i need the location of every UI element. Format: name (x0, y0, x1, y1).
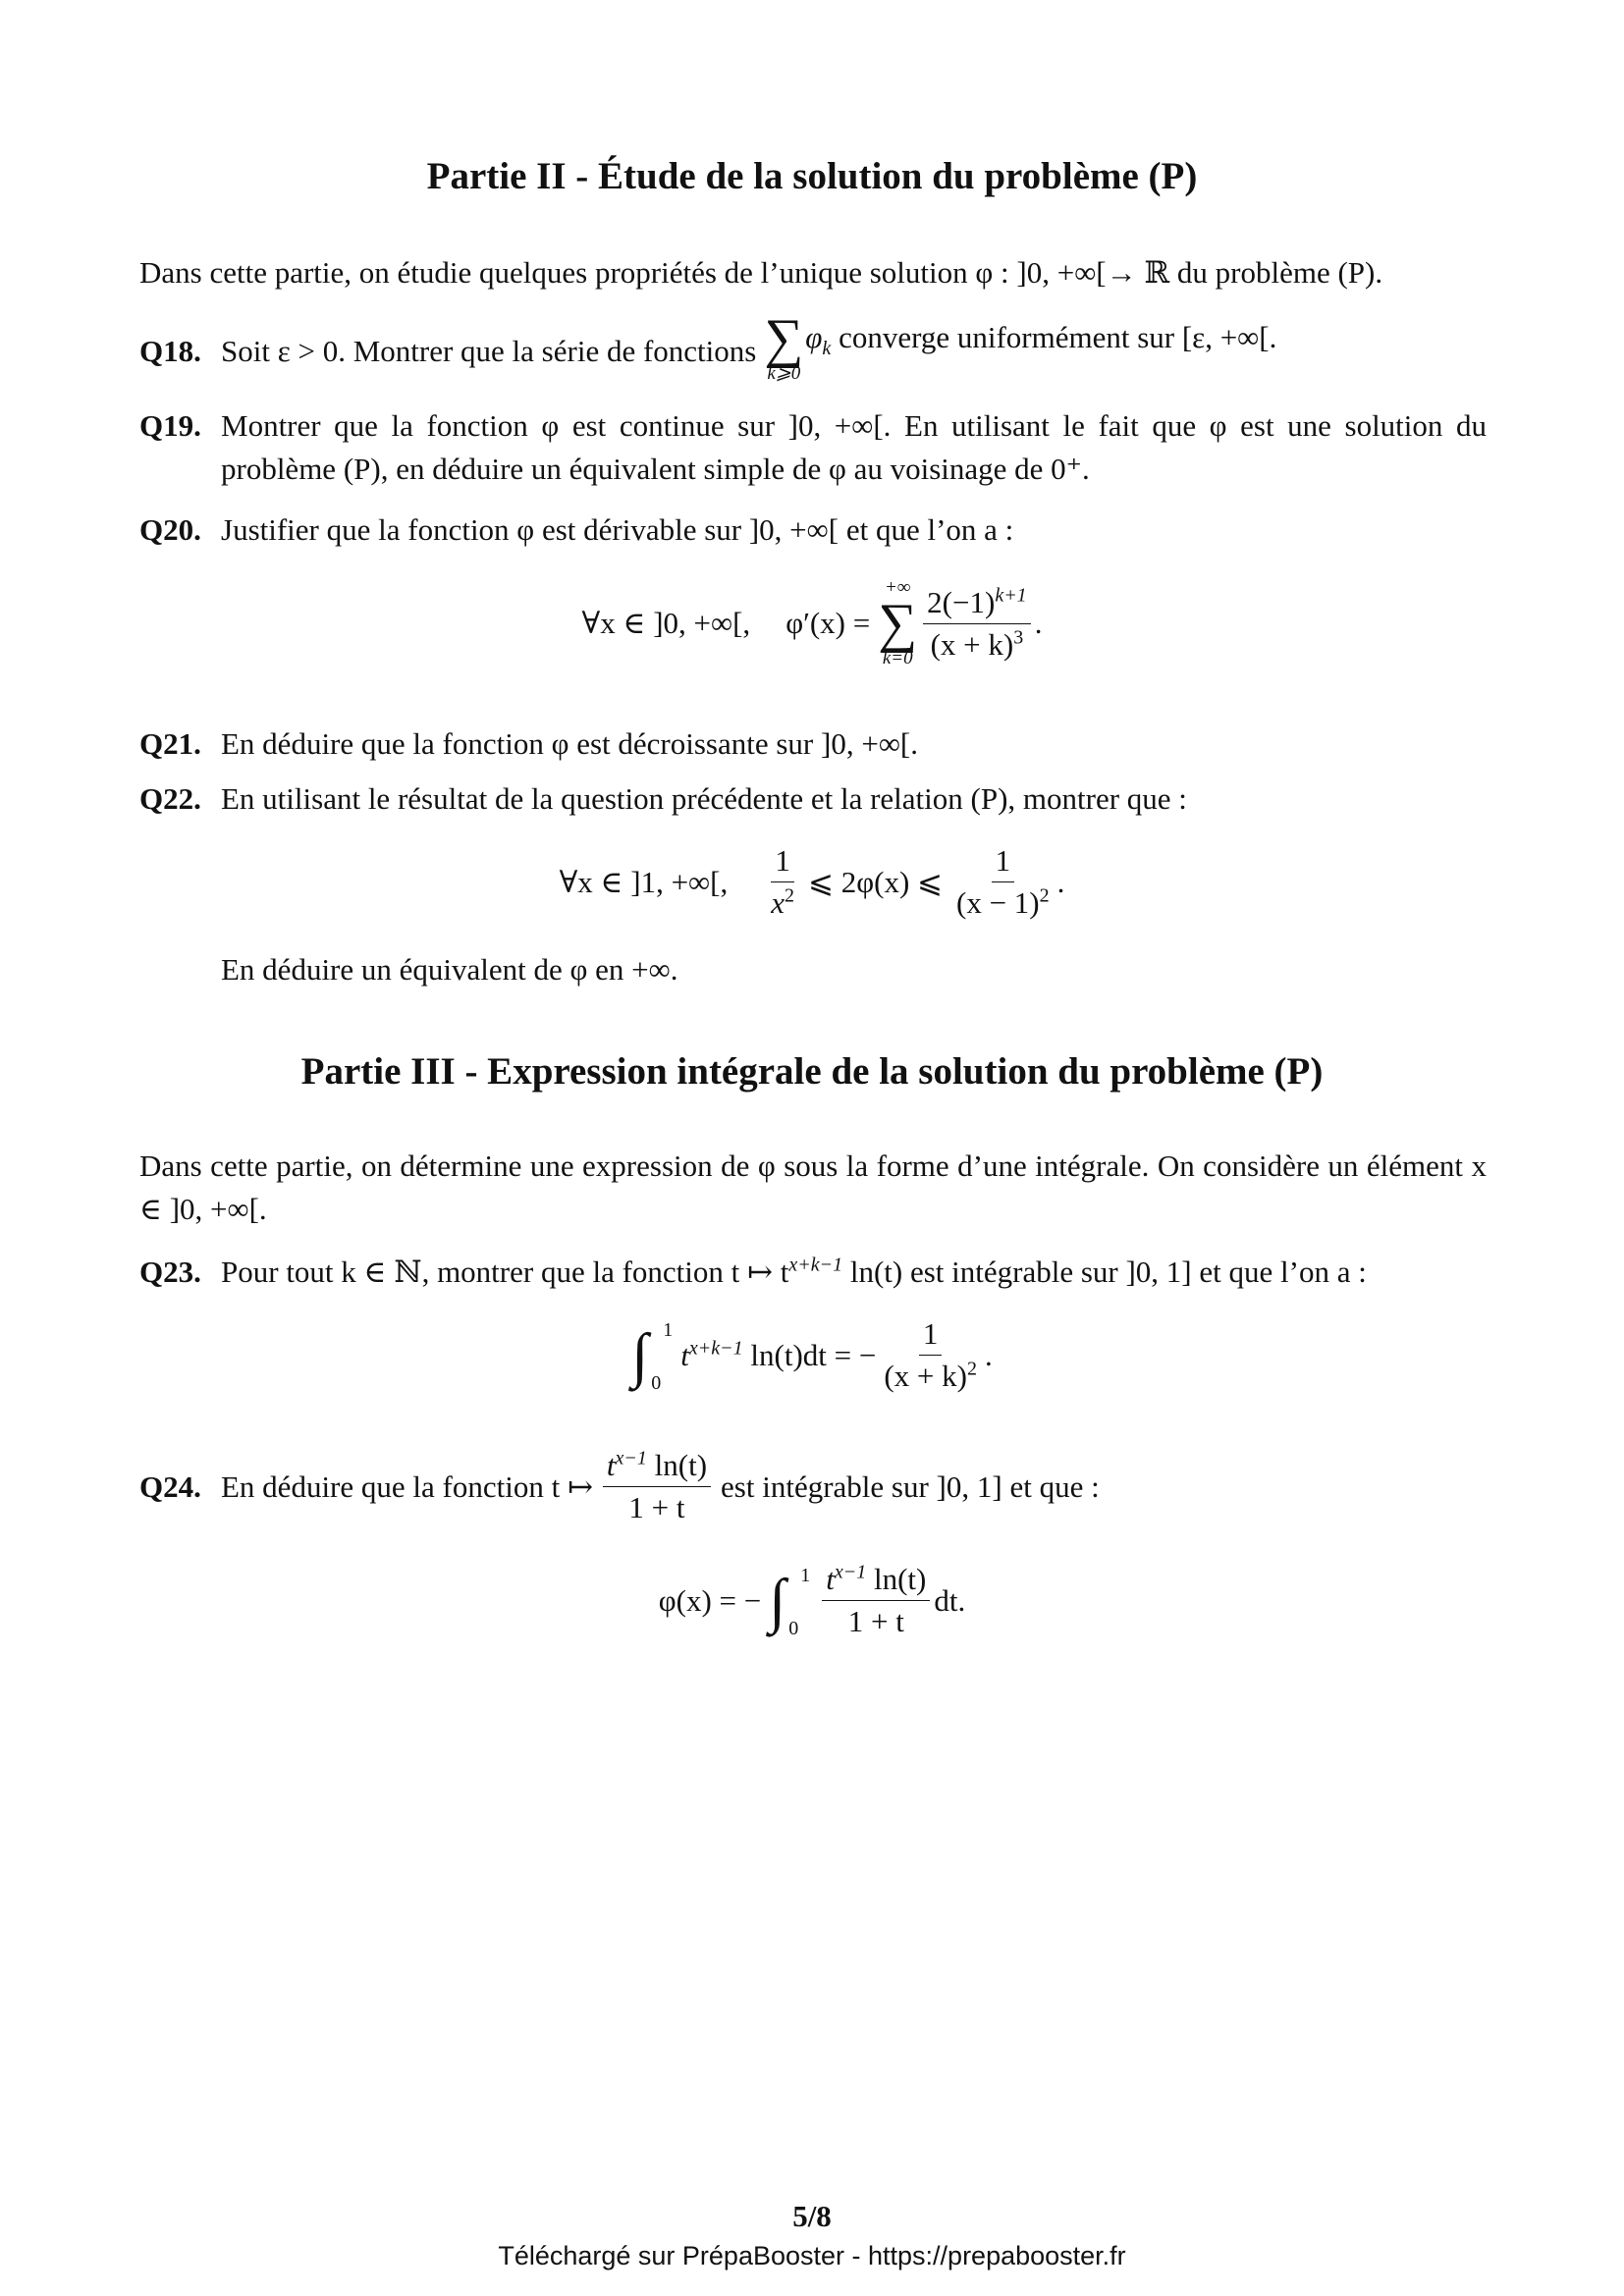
part3-intro: Dans cette partie, on détermine une expression de φ sous la forme d’une intégrale. On considère un élément x ∈ ]0, +∞[. (139, 1148, 1487, 1226)
fraction-right (952, 842, 1054, 922)
integrand-sup: x+k−1 (688, 1337, 743, 1360)
sum-lower: k=0 (882, 648, 913, 668)
question-text: Justifier que la fonction φ est dérivable sur ]0, +∞[ et que l’on a : (221, 512, 1014, 547)
sum-lower: k⩾0 (767, 363, 801, 384)
int-lower: 0 (651, 1371, 662, 1394)
question-text: En déduire que la fonction φ est décroissante sur ]0, +∞[. (221, 726, 918, 761)
eq-middle: ⩽ 2φ(x) ⩽ (808, 864, 943, 899)
equation-q24 (0, 1561, 1624, 1640)
frac-num-sup: x−1 (834, 1561, 867, 1583)
math-sup: x+k−1 (788, 1254, 843, 1276)
frac-num: 1 (771, 842, 794, 882)
question-text-end: converge uniformément sur [ε, +∞[. (831, 320, 1277, 354)
question-q24 (139, 1447, 1487, 1526)
math-sub: k (822, 338, 832, 360)
frac-num-sup: k+1 (995, 584, 1027, 607)
sigma-icon: ∑ (878, 593, 918, 654)
frac-den: 1 + t (847, 1604, 904, 1638)
eq-end: dt. (934, 1582, 966, 1618)
integrand: t (680, 1337, 689, 1372)
fraction (923, 584, 1031, 664)
eq-quantifier: ∀x ∈ ]0, +∞[, (581, 606, 751, 640)
frac-den-sup: 2 (785, 884, 794, 907)
sum-symbol (764, 308, 804, 385)
frac-num-rest: ln(t) (646, 1448, 708, 1482)
frac-den-sup: 2 (1039, 884, 1050, 907)
download-notice: Téléchargé sur PrépaBooster - https://prepabooster.fr (498, 2241, 1126, 2270)
question-q18 (139, 308, 1487, 387)
frac-den-sup: 3 (1013, 626, 1024, 649)
eq-lhs: φ′(x) = (785, 606, 871, 640)
question-text: En déduire que la fonction t ↦ (221, 1468, 593, 1504)
question-q21 (139, 722, 1487, 766)
int-upper: 1 (800, 1564, 811, 1586)
fraction (880, 1315, 981, 1395)
question-text: Soit ε > 0. Montrer que la série de fonctions (221, 334, 757, 368)
eq-quantifier: ∀x ∈ ]1, +∞[, (559, 864, 729, 899)
int-lower: 0 (788, 1617, 799, 1639)
question-label: Q19. (139, 408, 201, 443)
question-text: En utilisant le résultat de la question précédente et la relation (P), montrer que : (221, 781, 1187, 816)
fraction-left (767, 842, 798, 922)
eq-end: . (1034, 606, 1043, 640)
frac-den: (x + k) (884, 1359, 967, 1393)
fraction (603, 1447, 711, 1526)
question-text: Pour tout k ∈ ℕ, montrer que la fonction t ↦ t (221, 1255, 789, 1289)
question-q20 (139, 508, 1487, 552)
frac-num: 2(−1) (927, 584, 996, 619)
integral-symbol: ∫ 1 0 (769, 1564, 811, 1639)
frac-den: (x − 1) (956, 885, 1040, 920)
frac-den: x (771, 885, 785, 920)
equation-q20 (0, 577, 1624, 669)
part3-title: Partie III - Expression intégrale de la solution du problème (P) (300, 1050, 1324, 1093)
question-q19 (139, 404, 1487, 491)
equation-q23 (0, 1315, 1624, 1395)
question-text: Montrer que la fonction φ est continue sur ]0, +∞[. En utilisant le fait que φ est une solution du problème (P), en déduire un équivalent simple de φ au voisinage de 0⁺. (221, 408, 1487, 486)
frac-den-sup: 2 (966, 1358, 977, 1380)
math-phi: φ (805, 320, 823, 354)
frac-num: t (606, 1448, 616, 1482)
part2-title: Partie II - Étude de la solution du problème (P) (426, 155, 1198, 197)
page-number: 5/8 (792, 2199, 832, 2233)
question-q23 (139, 1251, 1487, 1294)
eq-lhs: φ(x) = − (658, 1582, 762, 1618)
question-q22 (139, 777, 1487, 821)
frac-num-sup: x−1 (615, 1447, 647, 1469)
eq-end: . (1056, 864, 1065, 899)
sigma-icon: ∑ (764, 308, 804, 369)
frac-num: t (826, 1562, 835, 1596)
frac-num-rest: ln(t) (866, 1562, 927, 1596)
sum-symbol (878, 577, 917, 669)
int-upper: 1 (663, 1318, 674, 1341)
question-label: Q23. (139, 1255, 201, 1289)
integral-symbol: ∫ 1 0 (631, 1318, 674, 1394)
question-text: En déduire un équivalent de φ en +∞. (221, 952, 678, 987)
question-label: Q24. (139, 1468, 201, 1504)
frac-den: 1 + t (628, 1490, 685, 1524)
frac-num: 1 (992, 842, 1015, 882)
question-q22-followup (139, 948, 1487, 991)
part2-intro: Dans cette partie, on étudie quelques propriétés de l’unique solution φ : ]0, +∞[→ ℝ du problème (P). (139, 255, 1383, 290)
question-text-end: ln(t) est intégrable sur ]0, 1] et que l’on a : (842, 1255, 1367, 1289)
sum-upper: +∞ (885, 577, 911, 598)
frac-den: (x + k) (930, 626, 1014, 662)
equation-q22 (0, 842, 1624, 922)
question-label: Q18. (139, 334, 201, 368)
question-text-end: est intégrable sur ]0, 1] et que : (721, 1468, 1100, 1504)
question-label: Q22. (139, 781, 201, 816)
question-label: Q20. (139, 512, 201, 547)
question-label: Q21. (139, 726, 201, 761)
frac-num: 1 (919, 1315, 943, 1356)
fraction (822, 1561, 930, 1640)
integrand-rest: ln(t)dt = − (742, 1337, 877, 1372)
eq-end: . (984, 1337, 993, 1372)
